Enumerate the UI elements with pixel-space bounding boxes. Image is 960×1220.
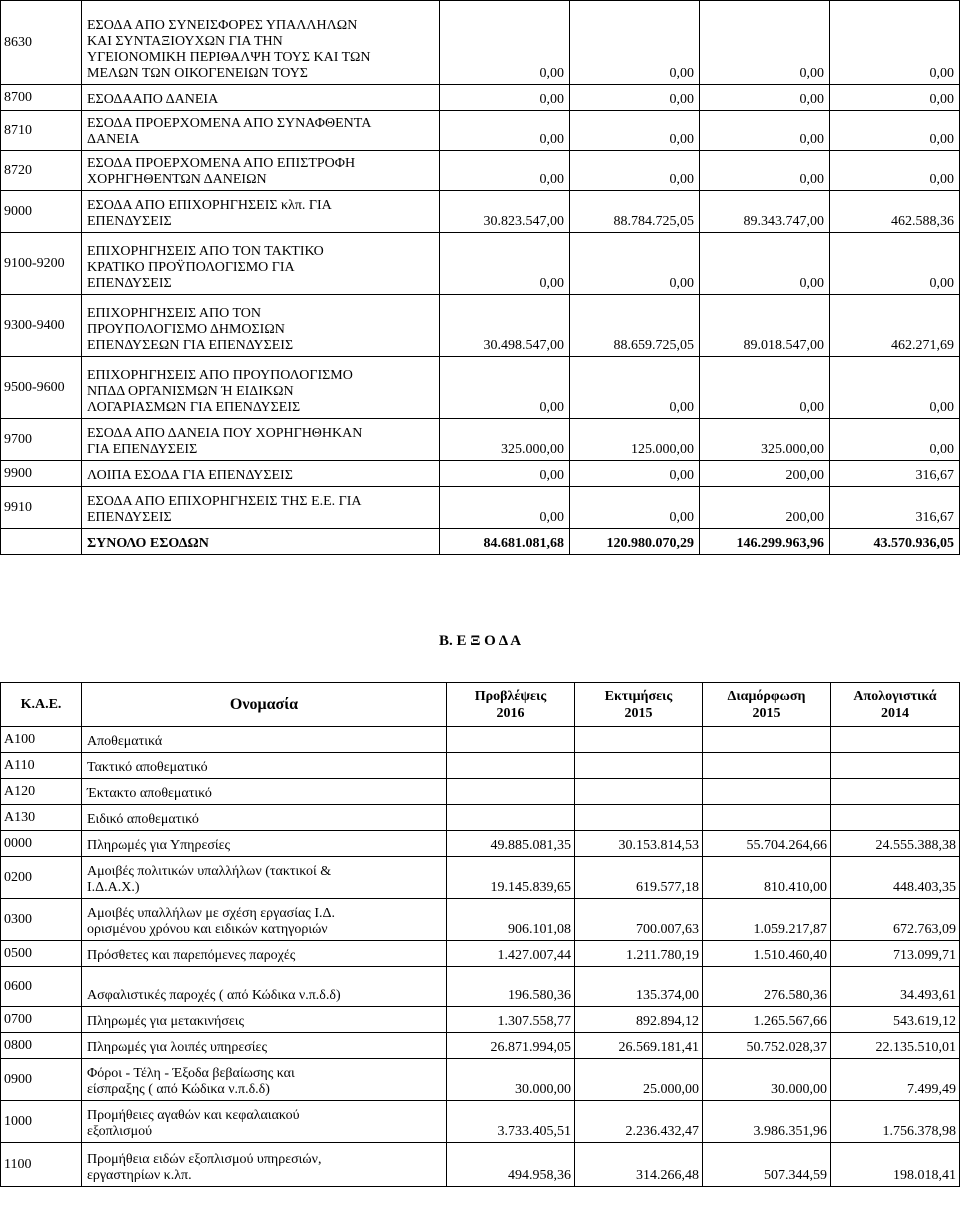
- row-value: 89.018.547,00: [700, 295, 830, 357]
- row-value: 22.135.510,01: [831, 1033, 960, 1059]
- row-value: 672.763,09: [831, 899, 960, 941]
- row-value: 26.871.994,05: [447, 1033, 575, 1059]
- income-row: [1, 461, 960, 487]
- header-actual-2014: Απολογιστικά 2014: [831, 683, 960, 727]
- row-code: 9700: [1, 419, 82, 461]
- row-value: 0,00: [700, 357, 830, 419]
- row-value: 0,00: [830, 233, 960, 295]
- row-value: 7.499,49: [831, 1059, 960, 1101]
- row-code: 0000: [1, 831, 82, 857]
- row-value: 0,00: [440, 233, 570, 295]
- row-value: 0,00: [570, 461, 700, 487]
- row-value: 448.403,35: [831, 857, 960, 899]
- row-description: ΕΣΟΔΑΑΠΟ ΔΑΝΕΙΑ: [82, 85, 440, 111]
- expense-row: [1, 967, 960, 1007]
- header-forecast-2016: Προβλέψεις 2016: [447, 683, 575, 727]
- row-value: 0,00: [830, 1, 960, 85]
- row-description: ΕΣΟΔΑ ΑΠΟ ΔΑΝΕΙΑ ΠΟΥ ΧΟΡΗΓΗΘΗΚΑΝ ΓΙΑ ΕΠΕΝΔΥΣΕΙΣ: [82, 419, 440, 461]
- income-row: [1, 487, 960, 529]
- row-value: 906.101,08: [447, 899, 575, 941]
- row-value: 125.000,00: [570, 419, 700, 461]
- row-value: 0,00: [570, 233, 700, 295]
- row-value: [575, 779, 703, 805]
- row-value: 196.580,36: [447, 967, 575, 1007]
- row-value: 30.823.547,00: [440, 191, 570, 233]
- row-value: 276.580,36: [703, 967, 831, 1007]
- row-value: [831, 753, 960, 779]
- row-description: ΕΠΙΧΟΡΗΓΗΣΕΙΣ ΑΠΟ ΤΟΝ ΠΡΟΥΠΟΛΟΓΙΣΜΟ ΔΗΜΟΣΙΩΝ ΕΠΕΝΔΥΣΕΩΝ ΓΙΑ ΕΠΕΝΔΥΣΕΙΣ: [82, 295, 440, 357]
- row-code: 0800: [1, 1033, 82, 1059]
- row-value: [575, 805, 703, 831]
- row-description: Αμοιβές υπαλλήλων με σχέση εργασίας Ι.Δ. ορισμένου χρόνου και ειδικών κατηγοριών: [82, 899, 447, 941]
- row-value: 0,00: [440, 85, 570, 111]
- expense-row: [1, 899, 960, 941]
- row-code: 1000: [1, 1101, 82, 1143]
- row-code: Α120: [1, 779, 82, 805]
- row-value: [703, 727, 831, 753]
- row-value: 1.510.460,40: [703, 941, 831, 967]
- expense-row: [1, 1101, 960, 1143]
- income-row: [1, 1, 960, 85]
- row-value: 0,00: [570, 1, 700, 85]
- row-code: 8700: [1, 85, 82, 111]
- row-code: Α100: [1, 727, 82, 753]
- row-description: ΕΣΟΔΑ ΠΡΟΕΡΧΟΜΕΝΑ ΑΠΟ ΣΥΝΑΦΘΕΝΤΑ ΔΑΝΕΙΑ: [82, 111, 440, 151]
- row-value: 494.958,36: [447, 1143, 575, 1187]
- row-value: 50.752.028,37: [703, 1033, 831, 1059]
- row-value: 1.756.378,98: [831, 1101, 960, 1143]
- row-code: 0900: [1, 1059, 82, 1101]
- expense-row: [1, 779, 960, 805]
- row-value: 0,00: [440, 357, 570, 419]
- row-value: 19.145.839,65: [447, 857, 575, 899]
- income-row: [1, 233, 960, 295]
- total-value: 43.570.936,05: [830, 529, 960, 555]
- row-value: 26.569.181,41: [575, 1033, 703, 1059]
- row-value: 1.211.780,19: [575, 941, 703, 967]
- row-code: 9300-9400: [1, 295, 82, 357]
- row-description: Αποθεματικά: [82, 727, 447, 753]
- row-value: 0,00: [700, 151, 830, 191]
- row-value: [447, 753, 575, 779]
- row-description: Προμήθειες αγαθών και κεφαλαιακού εξοπλισμού: [82, 1101, 447, 1143]
- row-value: 0,00: [570, 111, 700, 151]
- row-description: Πρόσθετες και παρεπόμενες παροχές: [82, 941, 447, 967]
- row-value: 88.659.725,05: [570, 295, 700, 357]
- income-total-row: [1, 529, 960, 555]
- expense-row: [1, 727, 960, 753]
- row-description: ΛΟΙΠΑ ΕΣΟΔΑ ΓΙΑ ΕΠΕΝΔΥΣΕΙΣ: [82, 461, 440, 487]
- header-code: Κ.Α.Ε.: [1, 683, 82, 727]
- income-row: [1, 191, 960, 233]
- row-value: 30.000,00: [447, 1059, 575, 1101]
- row-value: [831, 805, 960, 831]
- row-description: Έκτακτο αποθεματικό: [82, 779, 447, 805]
- row-description: Πληρωμές για μετακινήσεις: [82, 1007, 447, 1033]
- row-value: [831, 727, 960, 753]
- row-value: 200,00: [700, 487, 830, 529]
- row-value: [447, 805, 575, 831]
- row-value: 543.619,12: [831, 1007, 960, 1033]
- row-description: ΕΣΟΔΑ ΑΠΟ ΣΥΝΕΙΣΦΟΡΕΣ ΥΠΑΛΛΗΛΩΝ ΚΑΙ ΣΥΝΤΑΞΙΟΥΧΩΝ ΓΙΑ ΤΗΝ ΥΓΕΙΟΝΟΜΙΚΗ ΠΕΡΙΘΑΛΨΗ ΤΟΥΣ ΚΑΙ ΤΩΝ ΜΕΛΩΝ ΤΩΝ ΟΙΚΟΓΕΝΕΙΩΝ ΤΟΥΣ: [82, 1, 440, 85]
- header-estimate-2015: Εκτιμήσεις 2015: [575, 683, 703, 727]
- row-value: 700.007,63: [575, 899, 703, 941]
- expense-row: [1, 857, 960, 899]
- row-description: Προμήθεια ειδών εξοπλισμού υπηρεσιών, εργαστηρίων κ.λπ.: [82, 1143, 447, 1187]
- income-row: [1, 151, 960, 191]
- row-value: 0,00: [440, 461, 570, 487]
- income-row: [1, 419, 960, 461]
- row-value: 892.894,12: [575, 1007, 703, 1033]
- row-value: [703, 753, 831, 779]
- row-value: 0,00: [570, 487, 700, 529]
- expenses-section-title: Β. Ε Ξ Ο Δ Α: [438, 633, 522, 649]
- row-value: 2.236.432,47: [575, 1101, 703, 1143]
- row-value: 713.099,71: [831, 941, 960, 967]
- row-value: [575, 753, 703, 779]
- row-value: [703, 805, 831, 831]
- row-value: 462.588,36: [830, 191, 960, 233]
- row-value: 88.784.725,05: [570, 191, 700, 233]
- row-value: 316,67: [830, 461, 960, 487]
- row-value: 0,00: [570, 151, 700, 191]
- row-value: [447, 727, 575, 753]
- total-value: 120.980.070,29: [570, 529, 700, 555]
- row-value: 0,00: [830, 419, 960, 461]
- expense-row: [1, 753, 960, 779]
- row-code: 9100-9200: [1, 233, 82, 295]
- row-description: Πληρωμές για Υπηρεσίες: [82, 831, 447, 857]
- row-description: Ασφαλιστικές παροχές ( από Κώδικα ν.π.δ.δ): [82, 967, 447, 1007]
- row-value: [447, 779, 575, 805]
- row-value: 0,00: [830, 111, 960, 151]
- row-value: 0,00: [830, 151, 960, 191]
- row-description: ΕΠΙΧΟΡΗΓΗΣΕΙΣ ΑΠΟ ΠΡΟΥΠΟΛΟΓΙΣΜΟ ΝΠΔΔ ΟΡΓΑΝΙΣΜΩΝ Ή ΕΙΔΙΚΩΝ ΛΟΓΑΡΙΑΣΜΩΝ ΓΙΑ ΕΠΕΝΔΥΣΕΙΣ: [82, 357, 440, 419]
- row-value: 0,00: [700, 111, 830, 151]
- expense-row: [1, 1059, 960, 1101]
- row-value: 0,00: [700, 85, 830, 111]
- row-value: [575, 727, 703, 753]
- expenses-header-row: [1, 683, 960, 727]
- row-value: 316,67: [830, 487, 960, 529]
- row-description: ΕΣΟΔΑ ΑΠΟ ΕΠΙΧΟΡΗΓΗΣΕΙΣ κλπ. ΓΙΑ ΕΠΕΝΔΥΣΕΙΣ: [82, 191, 440, 233]
- row-value: 0,00: [440, 151, 570, 191]
- row-code: 0600: [1, 967, 82, 1007]
- row-value: 810.410,00: [703, 857, 831, 899]
- row-value: [831, 779, 960, 805]
- row-value: 30.000,00: [703, 1059, 831, 1101]
- row-description: Πληρωμές για λοιπές υπηρεσίες: [82, 1033, 447, 1059]
- income-table: [0, 0, 960, 555]
- row-description: Ειδικό αποθεματικό: [82, 805, 447, 831]
- row-value: 314.266,48: [575, 1143, 703, 1187]
- row-value: 1.427.007,44: [447, 941, 575, 967]
- row-value: [703, 779, 831, 805]
- row-value: 198.018,41: [831, 1143, 960, 1187]
- row-value: 0,00: [440, 1, 570, 85]
- row-description: Φόροι - Τέλη - Έξοδα βεβαίωσης και είσπραξης ( από Κώδικα ν.π.δ.δ): [82, 1059, 447, 1101]
- total-value: 84.681.081,68: [440, 529, 570, 555]
- row-value: 325.000,00: [700, 419, 830, 461]
- row-value: 619.577,18: [575, 857, 703, 899]
- row-value: 24.555.388,38: [831, 831, 960, 857]
- row-code: 0200: [1, 857, 82, 899]
- row-description: Αμοιβές πολιτικών υπαλλήλων (τακτικοί & Ι.Δ.Α.Χ.): [82, 857, 447, 899]
- income-row: [1, 111, 960, 151]
- income-row: [1, 357, 960, 419]
- row-code: Α130: [1, 805, 82, 831]
- row-value: 1.059.217,87: [703, 899, 831, 941]
- row-value: 49.885.081,35: [447, 831, 575, 857]
- row-code: 9500-9600: [1, 357, 82, 419]
- expense-row: [1, 1033, 960, 1059]
- row-code: 0300: [1, 899, 82, 941]
- row-code: 9910: [1, 487, 82, 529]
- header-adjusted-2015: Διαμόρφωση 2015: [703, 683, 831, 727]
- row-value: 30.153.814,53: [575, 831, 703, 857]
- row-value: 507.344,59: [703, 1143, 831, 1187]
- row-value: 200,00: [700, 461, 830, 487]
- row-code: 1100: [1, 1143, 82, 1187]
- row-code: Α110: [1, 753, 82, 779]
- expense-row: [1, 1007, 960, 1033]
- total-value: 146.299.963,96: [700, 529, 830, 555]
- row-code: 9900: [1, 461, 82, 487]
- row-value: 1.265.567,66: [703, 1007, 831, 1033]
- row-value: 3.986.351,96: [703, 1101, 831, 1143]
- row-value: 3.733.405,51: [447, 1101, 575, 1143]
- row-value: 0,00: [700, 233, 830, 295]
- income-row: [1, 295, 960, 357]
- expense-row: [1, 1143, 960, 1187]
- row-value: 0,00: [700, 1, 830, 85]
- row-code: 8720: [1, 151, 82, 191]
- row-description: Τακτικό αποθεματικό: [82, 753, 447, 779]
- row-value: 55.704.264,66: [703, 831, 831, 857]
- row-value: 0,00: [830, 85, 960, 111]
- row-code: 8710: [1, 111, 82, 151]
- row-code: 9000: [1, 191, 82, 233]
- row-value: 34.493,61: [831, 967, 960, 1007]
- row-code: 8630: [1, 1, 82, 85]
- row-value: 25.000,00: [575, 1059, 703, 1101]
- row-value: 1.307.558,77: [447, 1007, 575, 1033]
- row-code: 0700: [1, 1007, 82, 1033]
- income-row: [1, 85, 960, 111]
- row-value: 0,00: [830, 357, 960, 419]
- total-label: ΣΥΝΟΛΟ ΕΣΟΔΩΝ: [82, 529, 440, 555]
- expense-row: [1, 805, 960, 831]
- header-name: Ονομασία: [82, 683, 447, 727]
- row-value: 0,00: [440, 487, 570, 529]
- total-blank-cell: [1, 529, 82, 555]
- expense-row: [1, 831, 960, 857]
- row-value: 0,00: [570, 357, 700, 419]
- row-code: 0500: [1, 941, 82, 967]
- row-description: ΕΣΟΔΑ ΠΡΟΕΡΧΟΜΕΝΑ ΑΠΟ ΕΠΙΣΤΡΟΦΗ ΧΟΡΗΓΗΘΕΝΤΩΝ ΔΑΝΕΙΩΝ: [82, 151, 440, 191]
- expenses-table: [0, 682, 960, 1187]
- row-value: 462.271,69: [830, 295, 960, 357]
- row-value: 135.374,00: [575, 967, 703, 1007]
- row-value: 30.498.547,00: [440, 295, 570, 357]
- row-description: ΕΠΙΧΟΡΗΓΗΣΕΙΣ ΑΠΟ ΤΟΝ ΤΑΚΤΙΚΟ ΚΡΑΤΙΚΟ ΠΡΟΫΠΟΛΟΓΙΣΜΟ ΓΙΑ ΕΠΕΝΔΥΣΕΙΣ: [82, 233, 440, 295]
- row-value: 325.000,00: [440, 419, 570, 461]
- row-description: ΕΣΟΔΑ ΑΠΟ ΕΠΙΧΟΡΗΓΗΣΕΙΣ ΤΗΣ Ε.Ε. ΓΙΑ ΕΠΕΝΔΥΣΕΙΣ: [82, 487, 440, 529]
- row-value: 0,00: [440, 111, 570, 151]
- expense-row: [1, 941, 960, 967]
- row-value: 0,00: [570, 85, 700, 111]
- row-value: 89.343.747,00: [700, 191, 830, 233]
